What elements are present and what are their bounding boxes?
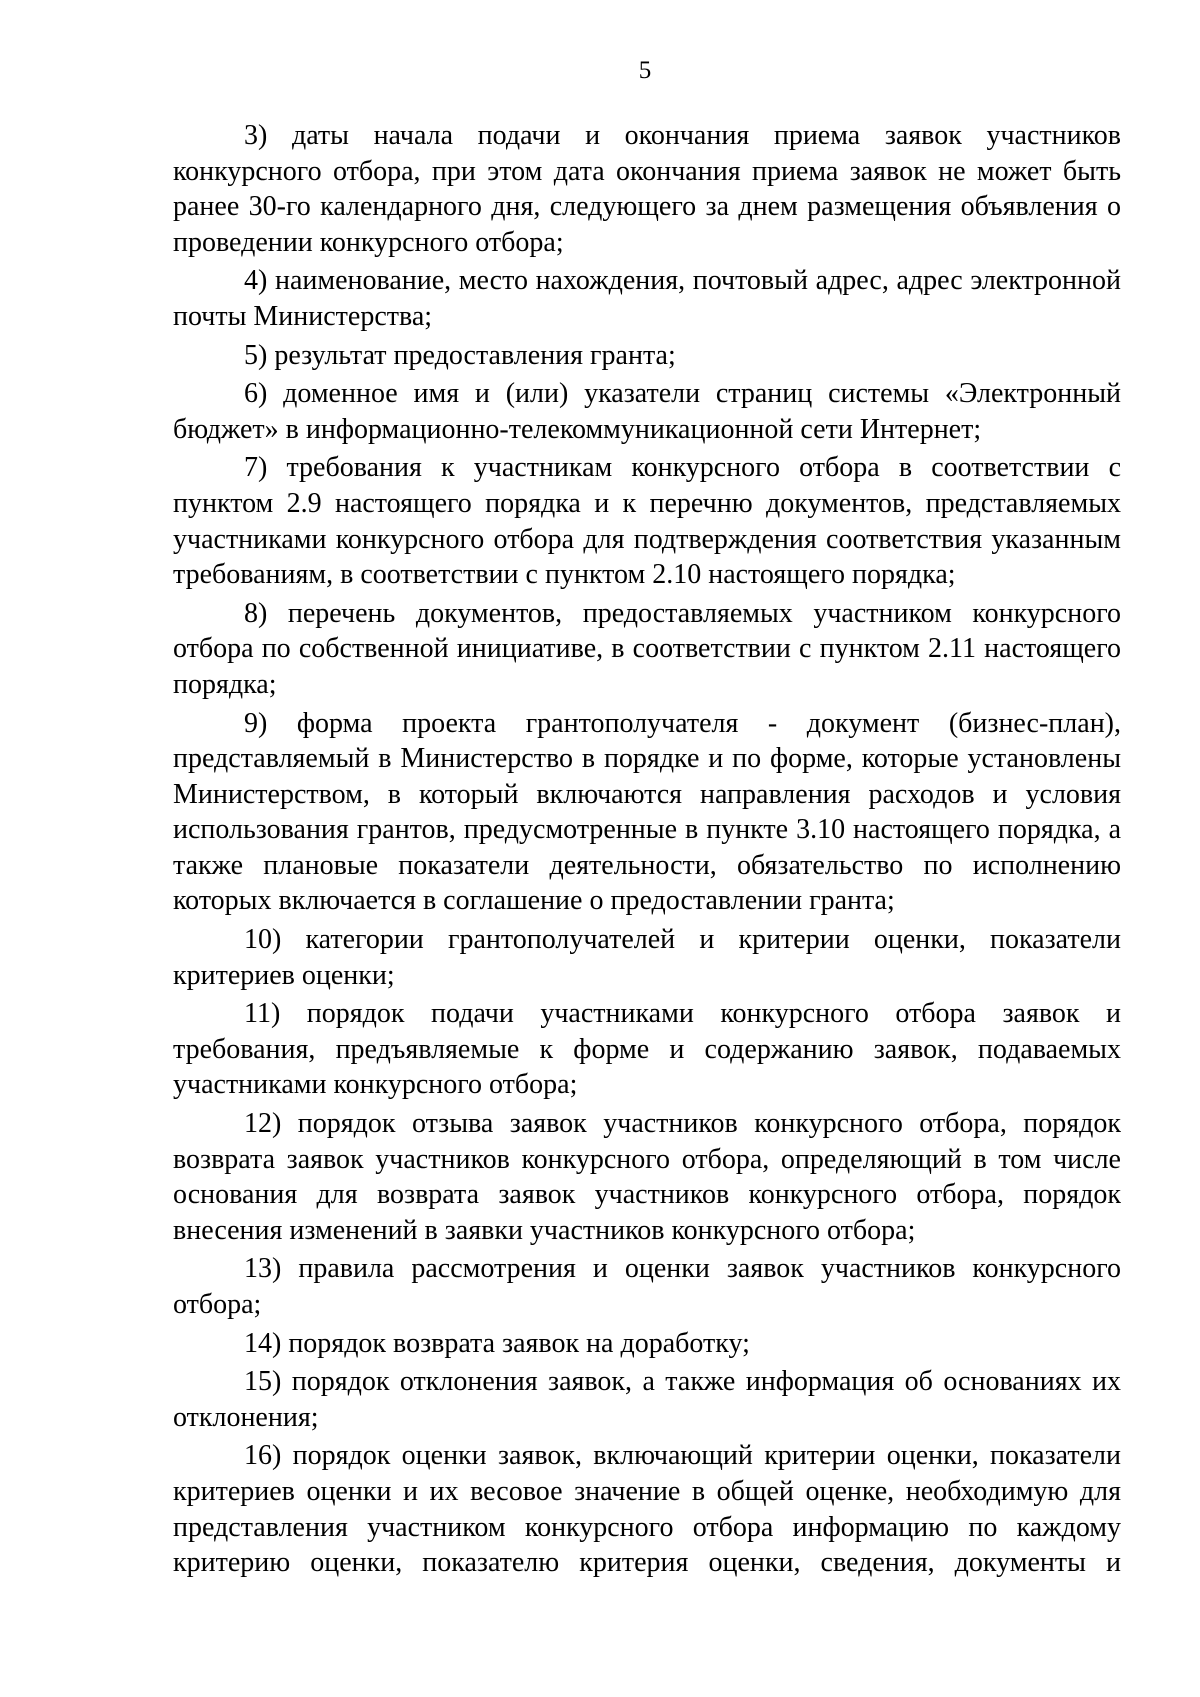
list-item-12: 12) порядок отзыва заявок участников конкурсного отбора, порядок возврата заявок участников конкурсного отбора, определяющий в том числе основания для возврата заявок участников конкурсного отбора, порядок внесения изменений в заявки участников конкурсного отбора; [173,1108,1121,1246]
list-item-5: 5) результат предоставления гранта; [244,339,676,371]
list-item-11: 11) порядок подачи участниками конкурсного отбора заявок и требования, предъявляемые к форме и содержанию заявок, подаваемых участниками конкурсного отбора; [173,998,1121,1101]
list-item-13: 13) правила рассмотрения и оценки заявок участников конкурсного отбора; [173,1253,1121,1320]
list-item-14: 14) порядок возврата заявок на доработку; [244,1327,750,1359]
document-body [173,118,1121,1584]
list-item-16: 16) порядок оценки заявок, включающий критерии оценки, показатели критериев оценки и их весовое значение в общей оценке, необходимую для представления участником конкурсного отбора информацию по каждому критерию оценки, показателю критерия оценки, сведения, документы и [173,1440,1121,1579]
list-item-8: 8) перечень документов, предоставляемых участником конкурсного отбора по собственной инициативе, в соответствии с пунктом 2.11 настоящего порядка; [173,597,1121,700]
list-item-9: 9) форма проекта грантополучателя - документ (бизнес-план), представляемый в Министерство в порядке и по форме, которые установлены Министерством, в который включаются направления расходов и условия использования грантов, предусмотренные в пункте 3.10 настоящего порядка, а также плановые показатели деятельности, обязательство по исполнению которых включается в соглашение о предоставлении гранта; [173,707,1121,917]
list-item-15: 15) порядок отклонения заявок, а также информация об основаниях их отклонения; [173,1366,1121,1433]
list-item-10: 10) категории грантополучателей и критерии оценки, показатели критериев оценки; [173,924,1121,991]
list-item-7: 7) требования к участникам конкурсного отбора в соответствии с пунктом 2.9 настоящего порядка и к перечню документов, представляемых участниками конкурсного отбора для подтверждения соответствия указанным требованиям, в соответствии с пунктом 2.10 настоящего порядка; [173,452,1121,591]
page-number: 5 [638,57,652,84]
list-item-6: 6) доменное имя и (или) указатели страниц системы «Электронный бюджет» в информационно-телекоммуникационной сети Интернет; [173,378,1121,445]
list-item-4: 4) наименование, место нахождения, почтовый адрес, адрес электронной почты Министерства; [173,265,1121,332]
list-item-3: 3) даты начала подачи и окончания приема заявок участников конкурсного отбора, при этом дата окончания приема заявок не может быть ранее 30-го календарного дня, следующего за днем размещения объявления о проведении конкурсного отбора; [173,120,1121,258]
